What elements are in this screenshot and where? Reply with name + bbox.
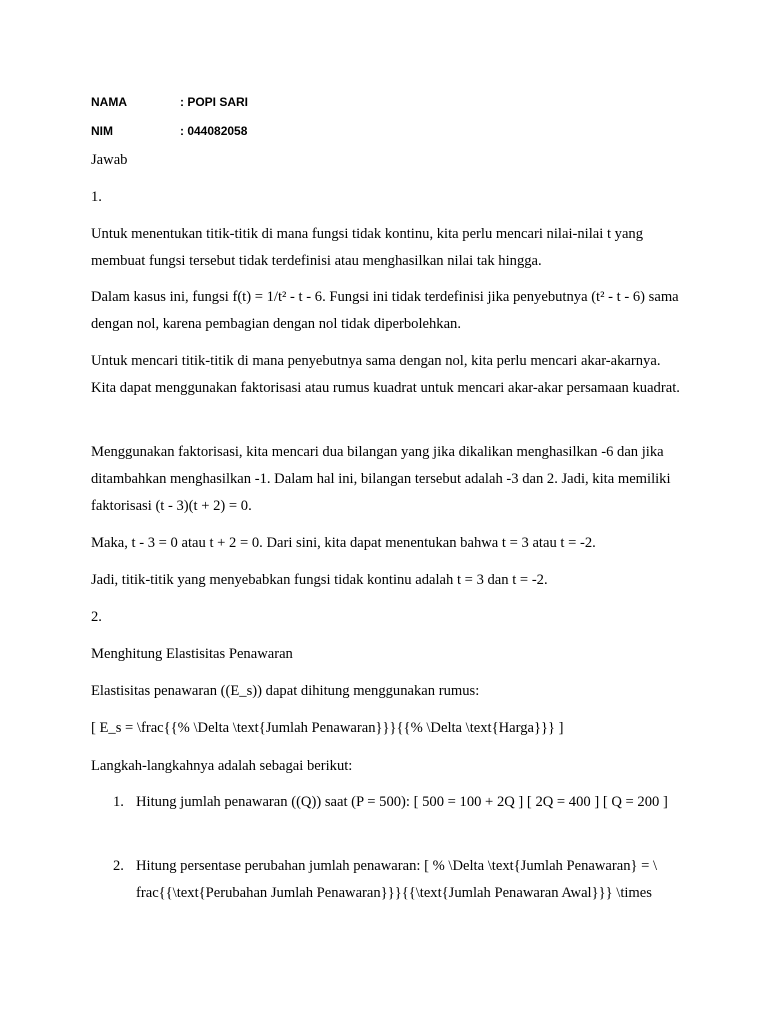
q2-formula: [ E_s = \frac{{% \Delta \text{Jumlah Penawaran}}}{{% \Delta \text{Harga}}} ] bbox=[91, 720, 564, 736]
q1-paragraph-2: Dalam kasus ini, fungsi f(t) = 1/t² - t - 6. Fungsi ini tidak terdefinisi jika penyebutnya (t² - t - 6) sama dengan nol, karena pembagian dengan nol tidak diperbolehkan. bbox=[91, 289, 679, 332]
q2-paragraph-1: Elastisitas penawaran ((E_s)) dapat dihitung menggunakan rumus: bbox=[91, 683, 480, 699]
question-1-number: 1. bbox=[91, 189, 102, 205]
nim-label: NIM bbox=[91, 124, 113, 138]
list-item-number: 2. bbox=[113, 858, 124, 874]
list-item-text: Hitung jumlah penawaran ((Q)) saat (P = 500): [ 500 = 100 + 2Q ] [ 2Q = 400 ] [ Q = 200 ] bbox=[136, 794, 668, 810]
question-2-number: 2. bbox=[91, 609, 102, 625]
name-value: : POPI SARI bbox=[180, 95, 249, 109]
q1-paragraph-4: Menggunakan faktorisasi, kita mencari dua bilangan yang jika dikalikan menghasilkan -6 dan jika ditambahkan menghasilkan -1. Dalam hal ini, bilangan tersebut adalah -3 dan 2. Jadi, kita memiliki faktorisasi (t - 3)(t + 2) = 0. bbox=[91, 444, 671, 514]
answer-heading: Jawab bbox=[91, 152, 128, 168]
q1-paragraph-1: Untuk menentukan titik-titik di mana fungsi tidak kontinu, kita perlu mencari nilai-nilai t yang membuat fungsi tersebut tidak terdefinisi atau menghasilkan nilai tak hingga. bbox=[91, 226, 644, 269]
name-label: NAMA bbox=[91, 95, 127, 109]
q1-paragraph-5: Maka, t - 3 = 0 atau t + 2 = 0. Dari sini, kita dapat menentukan bahwa t = 3 atau t = -2. bbox=[91, 535, 596, 551]
q2-heading: Menghitung Elastisitas Penawaran bbox=[91, 646, 293, 662]
list-item-text: Hitung persentase perubahan jumlah penawaran: [ % \Delta \text{Jumlah Penawaran} = \ frac{{\text{Perubahan Jumlah Penawaran}}}{{\text{Jumlah Penawaran Awal}}} \times bbox=[136, 858, 658, 901]
list-item-number: 1. bbox=[113, 794, 124, 810]
q2-paragraph-2: Langkah-langkahnya adalah sebagai berikut: bbox=[91, 758, 353, 774]
q1-paragraph-3: Untuk mencari titik-titik di mana penyebutnya sama dengan nol, kita perlu mencari akar-akarnya. Kita dapat menggunakan faktorisasi atau rumus kuadrat untuk mencari akar-akar persamaan kuadrat. bbox=[91, 353, 680, 396]
nim-value: : 044082058 bbox=[180, 124, 248, 138]
q1-paragraph-6: Jadi, titik-titik yang menyebabkan fungsi tidak kontinu adalah t = 3 dan t = -2. bbox=[91, 572, 548, 588]
